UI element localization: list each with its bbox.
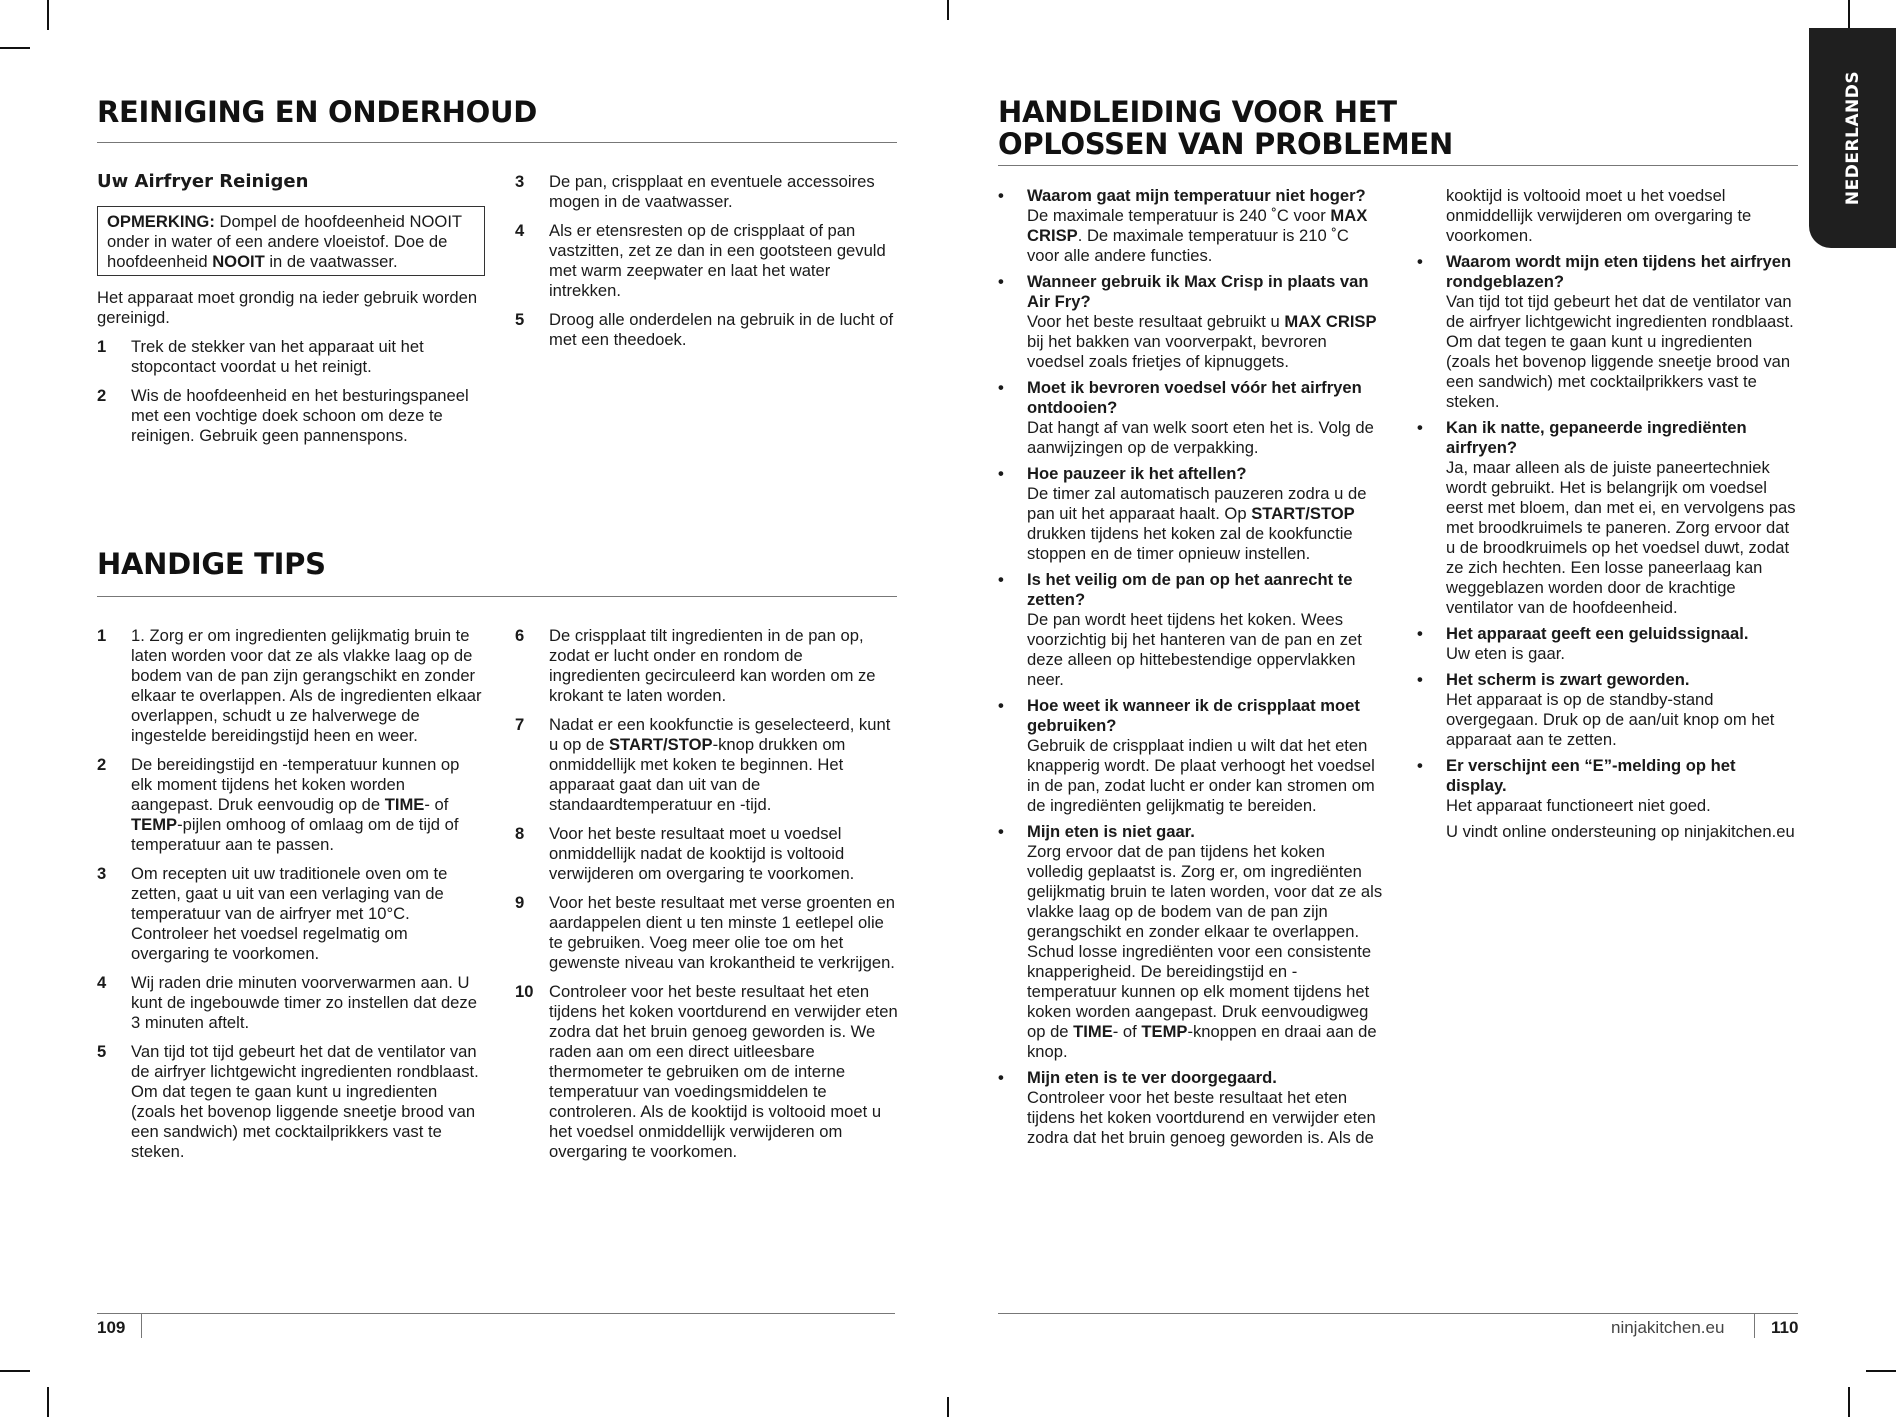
tip: [97, 973, 482, 1033]
step-number: 5: [515, 310, 525, 329]
bullet: •: [1417, 418, 1423, 437]
tip-text: Nadat er een kookfunctie is geselecteerd, kunt u op de START/STOP-knop drukken om onmiddellijk met koken te beginnen. Het apparaat gaat dan uit van de standaardtemperatuur en -tijd.: [549, 715, 891, 814]
tip-number: 9: [515, 893, 525, 912]
tip-text: Controleer voor het beste resultaat het eten tijdens het koken voortdurend en verwijder eten zodra dat het bruin genoeg geworden is. We raden aan om een direct uitleesbare thermometer te gebruiken om de interne temperatuur van voedingsmiddelen te controleren. Als de kooktijd is voltooid moet u het voedsel onmiddellijk verwijderen om overgaring te voorkomen.: [549, 982, 898, 1161]
faq-answer: Voor het beste resultaat gebruikt u MAX CRISP bij het bakken van voorverpakt, bevroren voedsel zoals frietjes of kipnuggets.: [1027, 312, 1377, 371]
step-text: Trek de stekker van het apparaat uit het stopcontact voordat u het reinigt.: [131, 337, 424, 376]
faq-question: Mijn eten is te ver doorgegaard.: [1027, 1068, 1277, 1087]
tip-text: 1. Zorg er om ingredienten gelijkmatig bruin te laten worden voor dat ze als vlakke laag op de bodem van de pan zijn gerangschikt en zonder elkaar te overlappen. Als de ingredienten elkaar overlappen, schudt u ze halverwege de ingestelde bereidingstijd heen en weer.: [131, 626, 482, 745]
tip-number: 3: [97, 864, 107, 883]
title-rule-right: [998, 165, 1798, 166]
tip: [97, 1042, 482, 1162]
bullet: •: [998, 464, 1004, 483]
faq-question: Hoe weet ik wanneer ik de crispplaat moet gebruiken?: [1027, 696, 1360, 735]
faq-question: Het scherm is zwart geworden.: [1446, 670, 1690, 689]
tip-text: Om recepten uit uw traditionele oven om te zetten, gaat u uit van een verlaging van de temperatuur van de airfryer met 10°C. Controleer het voedsel regelmatig om overgaring te voorkomen.: [131, 864, 448, 963]
bullet: •: [1417, 252, 1423, 271]
step-number: 4: [515, 221, 525, 240]
title-line: OPLOSSEN VAN PROBLEMEN: [998, 127, 1453, 161]
faq-item: [998, 1068, 1383, 1148]
faq-answer: Zorg ervoor dat de pan tijdens het koken volledig geplaatst is. Zorg er, om ingrediënten gelijkmatig bruin te laten worden, voor dat ze als vlakke laag op de bodem van de pan zijn gerangschikt en zonder elkaar te overlappen. Schud losse ingrediënten voor een consistente knapperigheid. De bereidingstijd en -temperatuur kunnen op elk moment tijdens het koken worden aangepast. Druk eenvoudigweg op de TIME- of TEMP-knoppen en draai aan de knop.: [1027, 842, 1383, 1061]
faq-item: [998, 378, 1383, 458]
faq-item: [998, 822, 1383, 1062]
step-text: Droog alle onderdelen na gebruik in de lucht of met een theedoek.: [549, 310, 894, 349]
tip: [97, 626, 482, 746]
footer-divider: [141, 1314, 142, 1338]
page-number-right: 110: [1771, 1318, 1799, 1337]
tip: [515, 893, 898, 973]
bullet: •: [998, 570, 1004, 589]
step-number: 3: [515, 172, 525, 191]
language-tab: [1809, 28, 1896, 248]
cleaning-intro: Het apparaat moet grondig na ieder gebruik worden gereinigd.: [97, 288, 478, 327]
crop-mark: [1848, 0, 1850, 30]
faq-answer: Uw eten is gaar.: [1446, 644, 1565, 663]
tips-title: HANDIGE TIPS: [97, 547, 326, 581]
bullet: •: [1417, 756, 1423, 775]
faq-question: Mijn eten is niet gaar.: [1027, 822, 1195, 841]
tip-text: De bereidingstijd en -temperatuur kunnen op elk moment tijdens het koken worden aangepast. Druk eenvoudig op de TIME- of TEMP-pijlen omhoog of omlaag om de tijd of temperatuur aan te passen.: [131, 755, 460, 854]
faq-answer: Het apparaat functioneert niet goed.: [1446, 796, 1711, 815]
bullet: •: [998, 272, 1004, 291]
faq-item: [1417, 670, 1797, 750]
clean-step: [515, 221, 898, 301]
bullet: •: [998, 1068, 1004, 1087]
step-text: Wis de hoofdeenheid en het besturingspaneel met een vochtige doek schoon om deze te reinigen. Gebruik geen pannenspons.: [131, 386, 469, 445]
faq-item: [1417, 624, 1797, 664]
title-rule: [97, 142, 897, 143]
faq-item: [998, 272, 1383, 372]
footer-rule-right: [998, 1313, 1798, 1314]
clean-step: [515, 172, 898, 212]
faq-answer: Van tijd tot tijd gebeurt het dat de ventilator van de airfryer lichtgewicht ingredienten rondblaast. Om dat tegen te gaan kunt u ingredienten (zoals het bovenop liggende sneetje brood van een sandwich) met cocktailprikkers vast te steken.: [1446, 292, 1794, 411]
tip: [515, 824, 898, 884]
tip: [515, 626, 898, 706]
faq-answer: De timer zal automatisch pauzeren zodra u de pan uit het apparaat haalt. Op START/STOP drukken tijdens het koken zal de kookfunctie stoppen en de timer opnieuw instellen.: [1027, 484, 1367, 563]
faq-question: Het apparaat geeft een geluidssignaal.: [1446, 624, 1749, 643]
faq-question: Waarom wordt mijn eten tijdens het airfryen rondgeblazen?: [1446, 252, 1792, 291]
clean-step: [97, 337, 482, 377]
tip: [515, 715, 898, 815]
note-label: OPMERKING:: [107, 212, 215, 231]
tip-number: 2: [97, 755, 107, 774]
support-text: U vindt online ondersteuning op ninjakitchen.eu: [1446, 822, 1795, 841]
faq-question: Is het veilig om de pan op het aanrecht te zetten?: [1027, 570, 1353, 609]
tips-column-1: [97, 626, 482, 1171]
tip-number: 10: [515, 982, 534, 1001]
step-number: 1: [97, 337, 107, 356]
note-text: Dompel de hoofdeenheid NOOIT onder in water of een andere vloeistof. Doe de hoofdeenheid: [107, 212, 462, 271]
tips-rule: [97, 596, 897, 597]
crop-mark: [947, 0, 949, 20]
tip: [515, 982, 898, 1162]
crop-mark: [947, 1397, 949, 1417]
tip: [97, 755, 482, 855]
bullet: •: [1417, 624, 1423, 643]
support-note: [1417, 822, 1797, 842]
faq-continued: [1417, 186, 1797, 246]
crop-mark: [0, 1370, 30, 1372]
cleaning-title: REINIGING EN ONDERHOUD: [97, 95, 538, 129]
footer-divider: [1754, 1314, 1755, 1338]
crop-mark: [47, 1387, 49, 1417]
faq-answer: De pan wordt heet tijdens het koken. Wees voorzichtig bij het hanteren van de pan en zet deze alleen op hittebestendige oppervlakken neer.: [1027, 610, 1362, 689]
note-emphasis: NOOIT: [212, 252, 265, 271]
website-link[interactable]: ninjakitchen.eu: [1611, 1318, 1725, 1337]
faq-item: [998, 464, 1383, 564]
title-line: HANDLEIDING VOOR HET: [998, 95, 1397, 129]
faq-answer: Dat hangt af van welk soort eten het is. Volg de aanwijzingen op de verpakking.: [1027, 418, 1374, 457]
faq-answer: De maximale temperatuur is 240 ˚C voor MAX CRISP. De maximale temperatuur is 210 ˚C voor alle andere functies.: [1027, 206, 1368, 265]
faq-question: Waarom gaat mijn temperatuur niet hoger?: [1027, 186, 1366, 205]
tip-number: 1: [97, 626, 107, 645]
faq-answer: kooktijd is voltooid moet u het voedsel onmiddellijk verwijderen om overgaring te voorkomen.: [1446, 186, 1752, 245]
faq-question: Moet ik bevroren voedsel vóór het airfryen ontdooien?: [1027, 378, 1362, 417]
crop-mark: [0, 47, 30, 49]
footer-rule-left: [97, 1313, 895, 1314]
tip-text: Voor het beste resultaat moet u voedsel onmiddellijk nadat de kooktijd is voltooid verwijderen om overgaring te voorkomen.: [549, 824, 855, 883]
tip: [97, 864, 482, 964]
faq-item: [1417, 252, 1797, 412]
faq-column-2: [1417, 186, 1797, 848]
faq-item: [1417, 756, 1797, 816]
faq-item: [998, 186, 1383, 266]
crop-mark: [1866, 1370, 1896, 1372]
page-number-left: 109: [97, 1318, 126, 1337]
bullet: •: [998, 186, 1004, 205]
faq-question: Kan ik natte, gepaneerde ingrediënten airfryen?: [1446, 418, 1747, 457]
tip-text: Voor het beste resultaat met verse groenten en aardappelen dient u ten minste 1 eetlepel olie te gebruiken. Voeg meer olie toe om het gewenste niveau van krokantheid te verkrijgen.: [549, 893, 895, 972]
bullet: •: [998, 378, 1004, 397]
note-text-end: in de vaatwasser.: [264, 252, 398, 271]
bullet: •: [998, 822, 1004, 841]
tip-number: 6: [515, 626, 525, 645]
tip-number: 4: [97, 973, 107, 992]
step-text: Als er etensresten op de crispplaat of pan vastzitten, zet ze dan in een gootsteen gevuld met warm zeepwater en laat het water intrekken.: [549, 221, 886, 300]
faq-answer: Het apparaat is op de standby-stand overgegaan. Druk op de aan/uit knop om het apparaat aan te zetten.: [1446, 690, 1775, 749]
faq-item: [998, 570, 1383, 690]
faq-question: Hoe pauzeer ik het aftellen?: [1027, 464, 1247, 483]
tips-column-2: [515, 626, 898, 1171]
tip-number: 5: [97, 1042, 107, 1061]
cleaning-column-2: [515, 172, 898, 359]
tip-number: 7: [515, 715, 525, 734]
faq-column-1: [998, 186, 1383, 1154]
tip-text: De crispplaat tilt ingredienten in de pan op, zodat er lucht onder en rondom de ingredienten gecirculeerd kan worden om ze krokant te laten worden.: [549, 626, 876, 705]
bullet: •: [998, 696, 1004, 715]
language-label: NEDERLANDS: [1842, 70, 1863, 206]
note-box: [97, 206, 485, 276]
troubleshooting-title: [998, 96, 1453, 160]
clean-step: [515, 310, 898, 350]
faq-question: Er verschijnt een “E”-melding op het display.: [1446, 756, 1736, 795]
faq-answer: Controleer voor het beste resultaat het eten tijdens het koken voortdurend en verwijder eten zodra dat het bruin genoeg geworden is. Als de: [1027, 1088, 1376, 1147]
faq-question: Wanneer gebruik ik Max Crisp in plaats van Air Fry?: [1027, 272, 1369, 311]
cleaning-column-1: [97, 172, 482, 455]
step-number: 2: [97, 386, 107, 405]
faq-item: [998, 696, 1383, 816]
tip-number: 8: [515, 824, 525, 843]
crop-mark: [47, 0, 49, 30]
tip-text: Wij raden drie minuten voorverwarmen aan. U kunt de ingebouwde timer zo instellen dat deze 3 minuten aftelt.: [131, 973, 477, 1032]
crop-mark: [1848, 1387, 1850, 1417]
faq-answer: Gebruik de crispplaat indien u wilt dat het eten knapperig wordt. De plaat verhoogt het voedsel in de pan, zodat lucht er onder kan stromen om de ingrediënten gelijkmatig te bereiden.: [1027, 736, 1375, 815]
faq-item: [1417, 418, 1797, 618]
bullet: •: [1417, 670, 1423, 689]
step-text: De pan, crispplaat en eventuele accessoires mogen in de vaatwasser.: [549, 172, 875, 211]
faq-answer: Ja, maar alleen als de juiste paneertechniek wordt gebruikt. Het is belangrijk om voedsel eerst met bloem, dan met ei, en vervolgens pas met broodkruimels te paneren. Zorg ervoor dat u de broodkruimels op het voedsel duwt, zodat ze zich hechten. Een losse paneerlaag kan weggeblazen worden door de krachtige ventilator van de hoofdeenheid.: [1446, 458, 1796, 617]
clean-step: [97, 386, 482, 446]
tip-text: Van tijd tot tijd gebeurt het dat de ventilator van de airfryer lichtgewicht ingredienten rondblaast. Om dat tegen te gaan kunt u ingredienten (zoals het bovenop liggende sneetje brood van een sandwich) met cocktailprikkers vast te steken.: [131, 1042, 479, 1161]
clean-subheading: Uw Airfryer Reinigen: [97, 171, 309, 192]
